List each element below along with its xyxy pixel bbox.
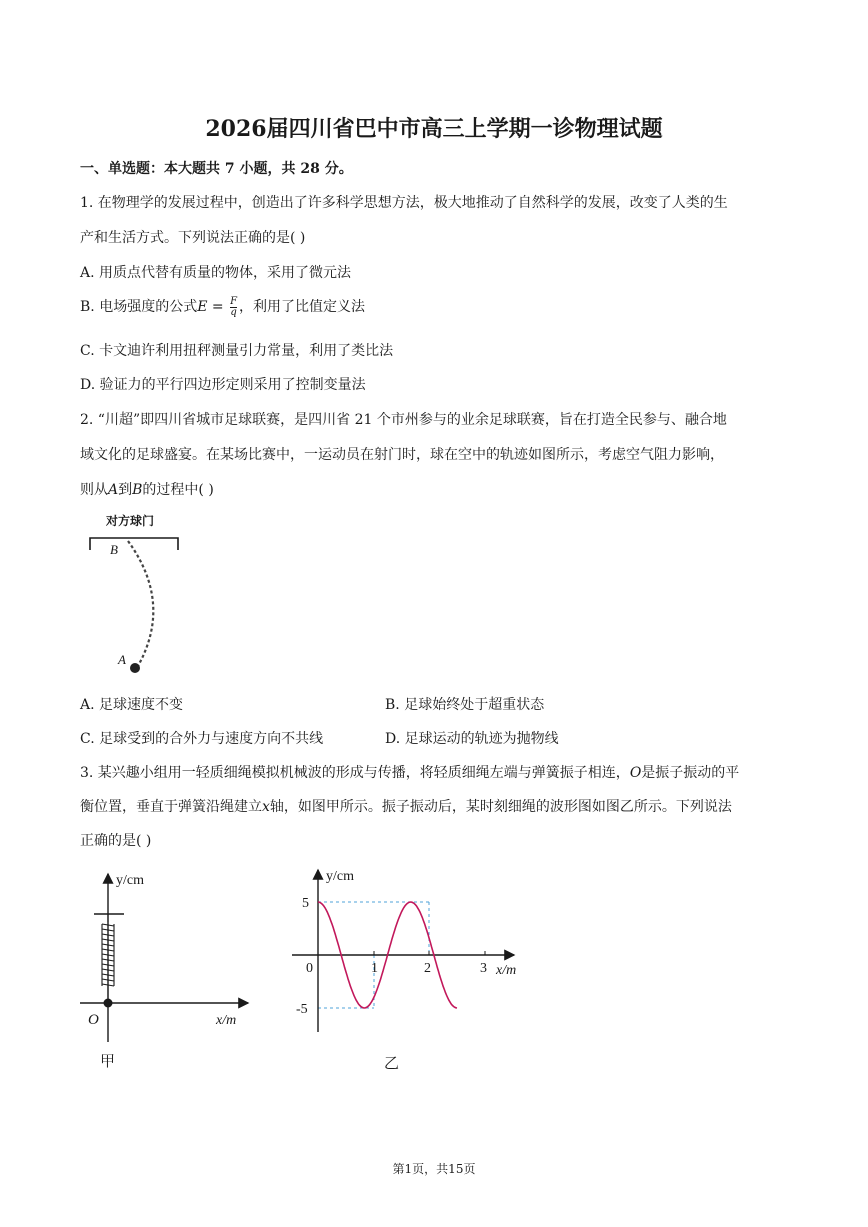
q3-jia-x-label: x/m bbox=[216, 1013, 237, 1028]
q3-figure-yi bbox=[286, 862, 546, 1077]
q1-formula-equals: = bbox=[207, 299, 229, 315]
q3-figure-jia bbox=[70, 862, 260, 1077]
q3-jia-caption: 甲 bbox=[100, 1054, 116, 1070]
q3-yi-x-label: x/m bbox=[496, 963, 517, 978]
q3-stem-line2-suffix: 轴，如图甲所示。振子振动后，某时刻细绳的波形图如图乙所示。下列说法 bbox=[269, 799, 732, 815]
q1-option-c: C. 卡文迪许利用扭秤测量引力常量，利用了类比法 bbox=[80, 343, 394, 359]
q1-formula-denominator: q bbox=[230, 306, 237, 318]
page-title: 2026届四川省巴中市高三上学期一诊物理试题 bbox=[205, 116, 663, 142]
q1-stem-line1: 1. 在物理学的发展过程中，创造出了许多科学思想方法，极大地推动了自然科学的发展，改变了人类的生 bbox=[80, 195, 728, 211]
q3-yi-x-tick-0: 0 bbox=[306, 961, 313, 976]
q3-jia-y-label: y/cm bbox=[116, 873, 144, 888]
q1-option-b bbox=[80, 296, 365, 318]
q2-goal-label: 对方球门 bbox=[106, 514, 155, 528]
q2-option-b: B. 足球始终处于超重状态 bbox=[385, 697, 545, 713]
q2-stem-line2: 域文化的足球盛宴。在某场比赛中，一运动员在射门时，球在空中的轨迹如图所示，考虑空气阻力影响， bbox=[80, 447, 724, 463]
q2-stem-line1: 2. “川超”即四川省城市足球联赛，是四川省 21 个市州参与的业余足球联赛，旨在打造全民参与、融合地 bbox=[80, 412, 727, 428]
q3-yi-x-tick-1: 1 bbox=[371, 961, 378, 976]
q3-yi-y-tick-5: 5 bbox=[302, 896, 309, 911]
q1-formula-symbol: E bbox=[197, 299, 208, 315]
q3-stem-line2 bbox=[80, 796, 732, 816]
q1-formula-fraction bbox=[230, 297, 237, 318]
q2-trajectory-curve bbox=[128, 541, 153, 666]
q2-ball bbox=[130, 663, 140, 673]
q3-stem-line1-prefix: 3. 某兴趣小组用一轻质细绳模拟机械波的形成与传播，将轻质细绳左端与弹簧振子相连， bbox=[80, 765, 630, 781]
q1-stem-line2: 产和生活方式。下列说法正确的是( ) bbox=[80, 230, 306, 246]
q2-stem-line3-suffix: 的过程中( ) bbox=[142, 482, 214, 498]
q3-stem-line1 bbox=[80, 762, 739, 782]
q2-option-c: C. 足球受到的合外力与速度方向不共线 bbox=[80, 731, 324, 747]
q2-stem-line3 bbox=[80, 479, 214, 499]
q3-stem-line1-suffix: 是振子振动的平 bbox=[641, 765, 740, 781]
page-footer: 第1页，共15页 bbox=[392, 1162, 476, 1176]
q2-point-a-label: A bbox=[118, 652, 126, 667]
q2-option-d: D. 足球运动的轨迹为抛物线 bbox=[385, 731, 559, 747]
q3-stem-symbol-o: O bbox=[629, 765, 642, 781]
q3-yi-x-tick-3: 3 bbox=[480, 961, 487, 976]
q2-option-a: A. 足球速度不变 bbox=[80, 697, 184, 713]
q3-jia-oscillator bbox=[104, 999, 113, 1008]
q3-jia-origin-label: O bbox=[88, 1012, 99, 1028]
q1-formula-numerator: F bbox=[230, 295, 238, 307]
section-heading: 一、单选题：本大题共 7 小题，共 28 分。 bbox=[80, 161, 353, 177]
q2-goal-frame bbox=[90, 538, 178, 550]
q1-option-a: A. 用质点代替有质量的物体，采用了微元法 bbox=[80, 265, 352, 281]
q3-yi-caption: 乙 bbox=[384, 1056, 400, 1072]
q2-stem-line3-prefix: 则从 bbox=[80, 482, 108, 498]
q2-stem-line3-mid: 到 bbox=[118, 482, 133, 498]
q1-option-b-suffix: ，利用了比值定义法 bbox=[239, 299, 366, 315]
q3-yi-x-tick-2: 2 bbox=[424, 961, 431, 976]
q3-yi-y-label: y/cm bbox=[326, 869, 354, 884]
q2-point-b-label: B bbox=[110, 542, 118, 557]
q3-yi-y-tick-neg5: -5 bbox=[296, 1002, 308, 1017]
q2-trajectory-figure bbox=[78, 508, 198, 680]
q1-option-b-prefix: B. 电场强度的公式 bbox=[80, 299, 198, 315]
q3-stem-line2-prefix: 衡位置，垂直于弹簧沿绳建立 bbox=[80, 799, 262, 815]
q1-option-d: D. 验证力的平行四边形定则采用了控制变量法 bbox=[80, 377, 366, 393]
q3-stem-symbol-x: x bbox=[262, 799, 270, 815]
q3-stem-line3: 正确的是( ) bbox=[80, 833, 152, 849]
q2-stem-point-b: B bbox=[132, 482, 143, 498]
q2-stem-point-a: A bbox=[108, 482, 119, 498]
